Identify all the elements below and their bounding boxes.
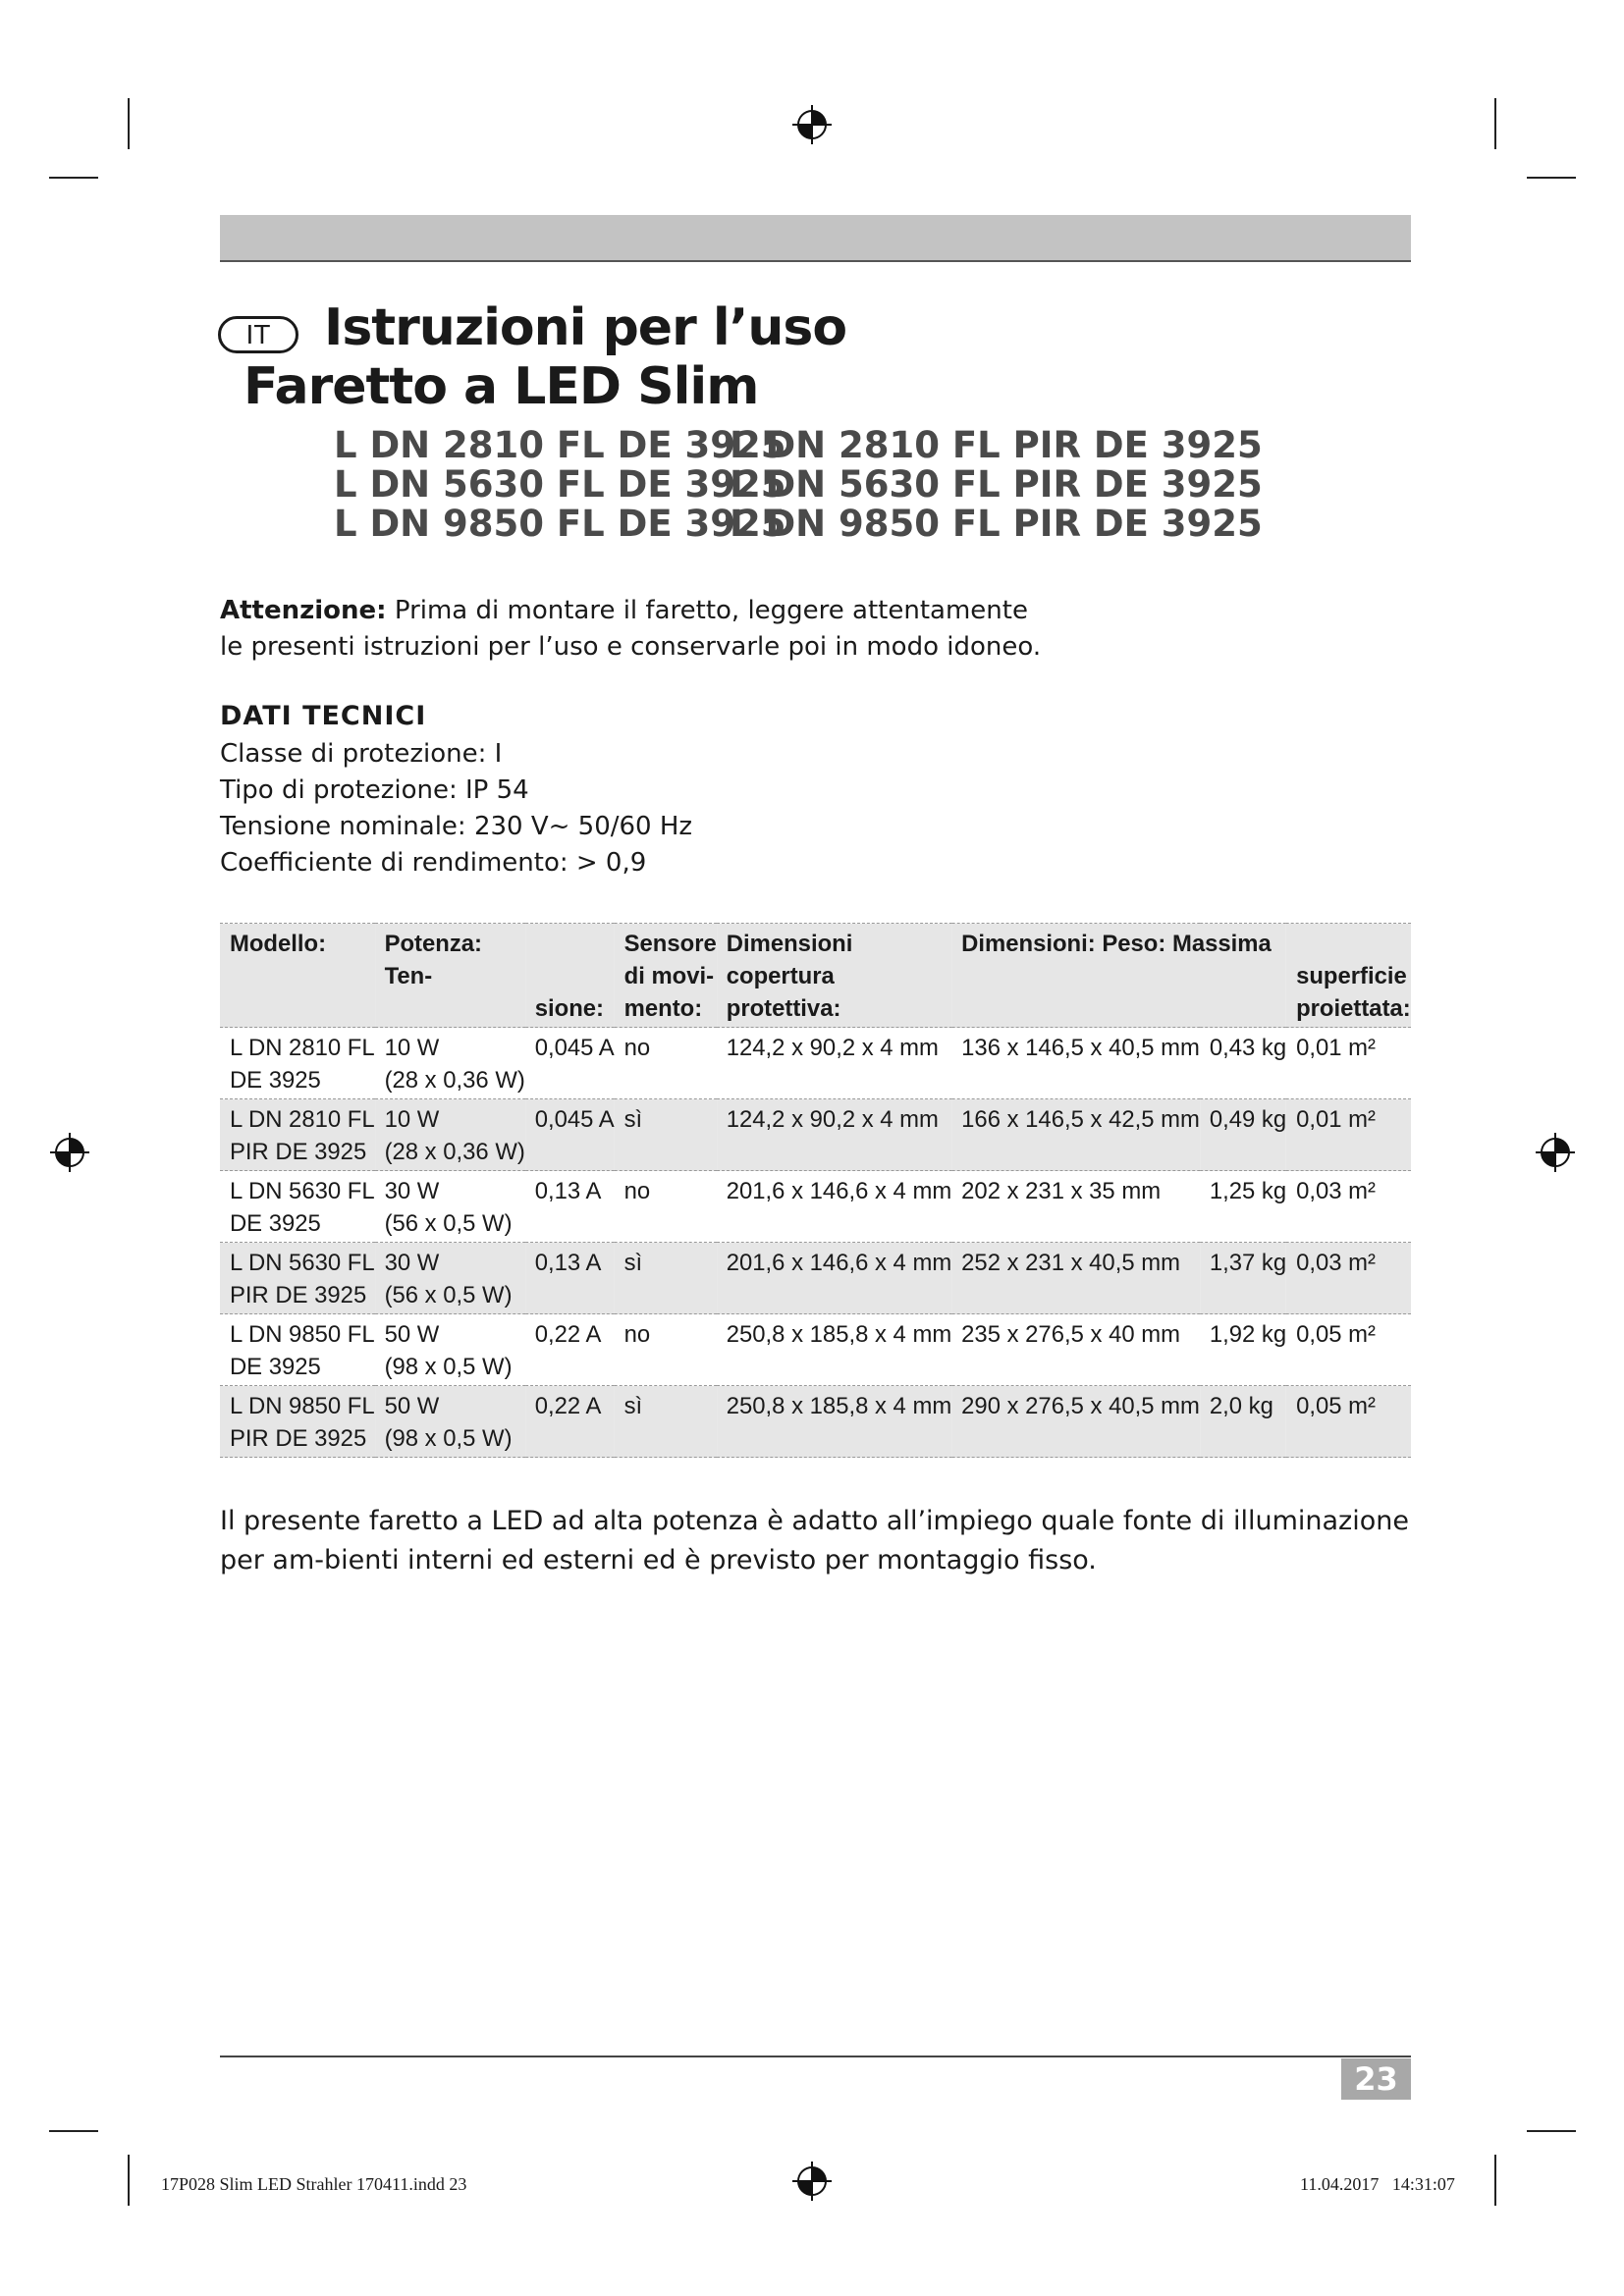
cell-dimensions: 290 x 276,5 x 40,5 mm [961, 1393, 1200, 1419]
cell-voltage: 0,22 A [534, 1393, 602, 1419]
specs-table-wrapper [220, 923, 1411, 1458]
cell-voltage: 0,13 A [534, 1250, 602, 1276]
cell-sensor: sì [623, 1393, 643, 1419]
cell-surface: 0,05 m² [1296, 1393, 1376, 1419]
registration-mark-icon [1534, 1131, 1577, 1174]
col-header-dims: Dimensioni: Peso: Massima [961, 931, 1272, 957]
cell-dimensions: 136 x 146,5 x 40,5 mm [961, 1035, 1200, 1061]
cell-surface: 0,05 m² [1296, 1321, 1376, 1348]
cell-cover-dimensions: 124,2 x 90,2 x 4 mm [726, 1106, 939, 1133]
col-header-power: Potenza: Ten- [384, 931, 483, 989]
cell-model: L DN 9850 FL DE 3925 [229, 1321, 375, 1380]
page-title: Istruzioni per l’uso [324, 298, 847, 357]
cell-weight: 0,43 kg [1209, 1035, 1287, 1061]
cell-cover-dimensions: 201,6 x 146,6 x 4 mm [726, 1250, 952, 1276]
cell-sensor: no [623, 1321, 651, 1348]
cell-dimensions: 235 x 276,5 x 40 mm [961, 1321, 1180, 1348]
cell-voltage: 0,22 A [534, 1321, 602, 1348]
cell-sensor: sì [623, 1250, 643, 1276]
cell-voltage: 0,045 A [534, 1106, 615, 1133]
spec-line: Tipo di protezione: IP 54 [220, 775, 529, 805]
model-code: L DN 9850 FL PIR DE 3925 [730, 503, 1263, 545]
cell-surface: 0,03 m² [1296, 1178, 1376, 1204]
cell-sensor: no [623, 1178, 651, 1204]
cell-power: 10 W (28 x 0,36 W) [384, 1106, 525, 1165]
spec-line: Coefficiente di rendimento: > 0,9 [220, 848, 647, 878]
cell-model: L DN 5630 FL DE 3925 [229, 1178, 375, 1237]
model-code: L DN 5630 FL PIR DE 3925 [730, 463, 1263, 506]
cell-dimensions: 166 x 146,5 x 42,5 mm [961, 1106, 1200, 1133]
cell-dimensions: 202 x 231 x 35 mm [961, 1178, 1162, 1204]
cell-weight: 0,49 kg [1209, 1106, 1287, 1133]
cell-weight: 1,37 kg [1209, 1250, 1287, 1276]
cell-sensor: no [623, 1035, 651, 1061]
cell-sensor: sì [623, 1106, 643, 1133]
cell-model: L DN 9850 FL PIR DE 3925 [229, 1393, 375, 1452]
print-slug-date: 11.04.2017 14:31:07 [1300, 2174, 1455, 2194]
crop-mark [1494, 98, 1496, 149]
col-header-sensor: Sensore di movi-mento: [623, 931, 717, 1022]
specs-table [220, 923, 1411, 1458]
model-code: L DN 5630 FL DE 3925 [334, 463, 786, 506]
warning-note [220, 593, 1411, 666]
table-row [220, 1314, 1411, 1386]
col-header-cover: Dimensioni copertura protettiva: [726, 931, 853, 1022]
crop-mark [128, 2155, 130, 2206]
table-row [220, 1243, 1411, 1314]
warning-label: Attenzione: [220, 596, 387, 625]
table-row [220, 1028, 1411, 1099]
table-row [220, 1171, 1411, 1243]
cell-model: L DN 2810 FL DE 3925 [229, 1035, 375, 1094]
cell-surface: 0,03 m² [1296, 1250, 1376, 1276]
cell-model: L DN 2810 FL PIR DE 3925 [229, 1106, 375, 1165]
specs-list [220, 736, 692, 881]
table-header-row [220, 924, 1411, 1028]
model-row [334, 426, 1263, 465]
cell-cover-dimensions: 201,6 x 146,6 x 4 mm [726, 1178, 952, 1204]
footer-rule [220, 2056, 1411, 2057]
cell-model: L DN 5630 FL PIR DE 3925 [229, 1250, 375, 1308]
cell-weight: 1,25 kg [1209, 1178, 1287, 1204]
spec-line: Tensione nominale: 230 V~ 50/60 Hz [220, 812, 693, 841]
specs-heading: DATI TECNICI [220, 701, 427, 731]
cell-power: 50 W (98 x 0,5 W) [384, 1321, 513, 1380]
table-row [220, 1099, 1411, 1171]
cell-weight: 2,0 kg [1209, 1393, 1273, 1419]
model-row [334, 465, 1263, 505]
cell-voltage: 0,045 A [534, 1035, 615, 1061]
crop-mark [1527, 2130, 1576, 2132]
spec-line: Classe di protezione: I [220, 739, 503, 769]
cell-surface: 0,01 m² [1296, 1106, 1376, 1133]
warning-text: le presenti istruzioni per l’uso e conservarle poi in modo idoneo. [220, 632, 1042, 662]
model-code: L DN 2810 FL PIR DE 3925 [730, 424, 1263, 466]
col-header-surface: superficie proiettata: [1296, 963, 1411, 1022]
cell-surface: 0,01 m² [1296, 1035, 1376, 1061]
crop-mark [128, 98, 130, 149]
cell-weight: 1,92 kg [1209, 1321, 1287, 1348]
cell-power: 30 W (56 x 0,5 W) [384, 1178, 513, 1237]
registration-mark-icon [790, 103, 834, 146]
language-badge: IT [218, 316, 298, 353]
model-row [334, 505, 1263, 544]
cell-cover-dimensions: 250,8 x 185,8 x 4 mm [726, 1393, 952, 1419]
cell-cover-dimensions: 124,2 x 90,2 x 4 mm [726, 1035, 939, 1061]
warning-text: Prima di montare il faretto, leggere attentamente [386, 596, 1028, 625]
cell-power: 30 W (56 x 0,5 W) [384, 1250, 513, 1308]
page-number: 23 [1341, 2058, 1411, 2100]
model-code: L DN 9850 FL DE 3925 [334, 503, 786, 545]
registration-mark-icon [790, 2160, 834, 2203]
crop-mark [1527, 177, 1576, 179]
cell-voltage: 0,13 A [534, 1178, 602, 1204]
crop-mark [49, 2130, 98, 2132]
description-paragraph: Il presente faretto a LED ad alta potenza è adatto all’impiego quale fonte di illuminazione per am-bienti interni ed esterni ed è previsto per montaggio fisso. [220, 1506, 1409, 1575]
model-list [334, 426, 1263, 544]
crop-mark [1494, 2155, 1496, 2206]
product-title: Faretto a LED Slim [244, 357, 759, 416]
cell-power: 50 W (98 x 0,5 W) [384, 1393, 513, 1452]
cell-dimensions: 252 x 231 x 40,5 mm [961, 1250, 1180, 1276]
print-slug-file: 17P028 Slim LED Strahler 170411.indd 23 [161, 2174, 467, 2194]
cell-power: 10 W (28 x 0,36 W) [384, 1035, 525, 1094]
model-code: L DN 2810 FL DE 3925 [334, 424, 786, 466]
cell-cover-dimensions: 250,8 x 185,8 x 4 mm [726, 1321, 952, 1348]
header-bar [220, 215, 1411, 262]
col-header-model: Modello: [229, 931, 327, 957]
table-row [220, 1386, 1411, 1458]
registration-mark-icon [48, 1131, 91, 1174]
crop-mark [49, 177, 98, 179]
col-header-voltage: sione: [534, 995, 605, 1022]
